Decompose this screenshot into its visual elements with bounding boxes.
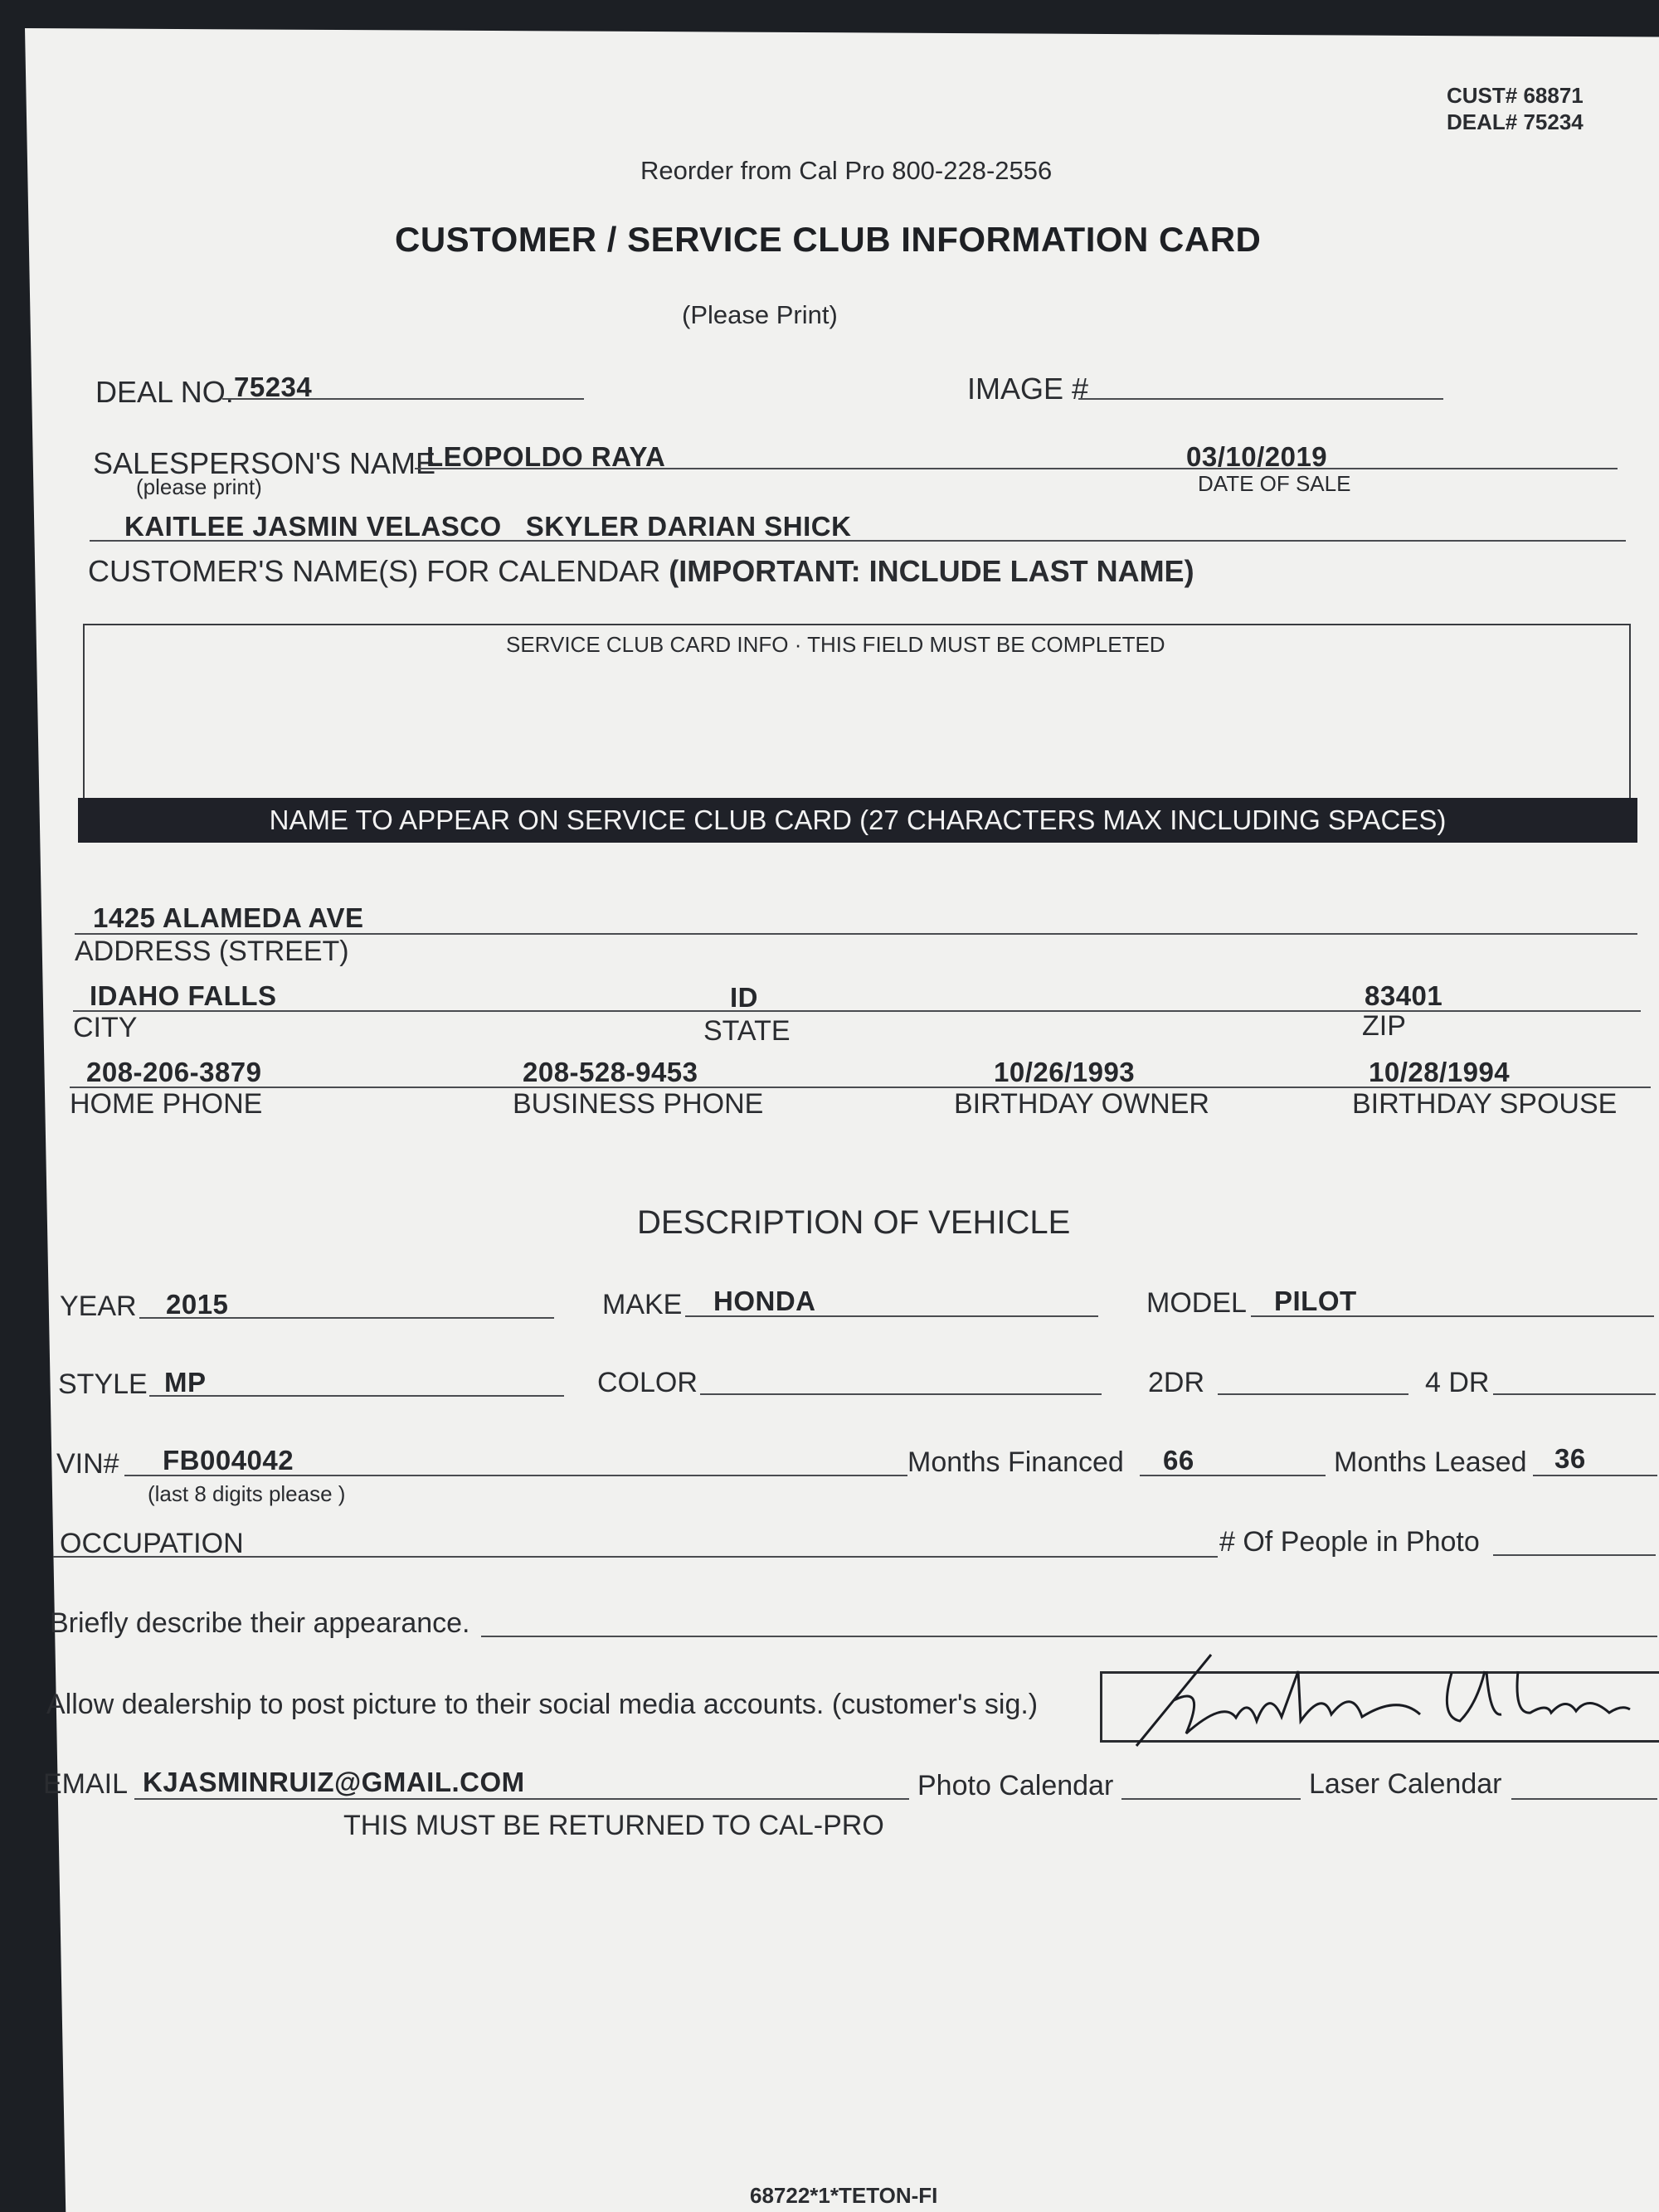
model-value[interactable]: PILOT: [1274, 1286, 1357, 1316]
vin-sub-label: (last 8 digits please ): [148, 1481, 346, 1506]
return-note: THIS MUST BE RETURNED TO CAL-PRO: [343, 1810, 884, 1841]
vehicle-heading: DESCRIPTION OF VEHICLE: [637, 1204, 1071, 1241]
birthday-spouse-value[interactable]: 10/28/1994: [1369, 1057, 1511, 1087]
birthday-owner-label: BIRTHDAY OWNER: [954, 1088, 1209, 1120]
make-value[interactable]: HONDA: [713, 1286, 816, 1316]
color-label: COLOR: [597, 1367, 698, 1398]
zip-label: ZIP: [1362, 1010, 1406, 1042]
make-label: MAKE: [602, 1289, 683, 1320]
vin-value[interactable]: FB004042: [163, 1445, 294, 1475]
year-label: YEAR: [60, 1291, 137, 1322]
people-in-photo-label: # Of People in Photo: [1219, 1526, 1480, 1558]
laser-calendar-line[interactable]: [1511, 1798, 1657, 1800]
model-label: MODEL: [1146, 1287, 1247, 1319]
appearance-label: Briefly describe their appearance.: [50, 1607, 470, 1639]
service-club-name-bar: NAME TO APPEAR ON SERVICE CLUB CARD (27 CHARACTERS MAX INCLUDING SPACES): [78, 798, 1637, 843]
months-leased-label: Months Leased: [1334, 1446, 1527, 1478]
zip-value[interactable]: 83401: [1365, 980, 1443, 1011]
months-financed-value[interactable]: 66: [1163, 1445, 1194, 1475]
style-line: [149, 1395, 564, 1397]
deal-number: DEAL# 75234: [1447, 109, 1584, 134]
style-value[interactable]: MP: [164, 1367, 207, 1398]
email-value[interactable]: KJASMINRUIZ@GMAIL.COM: [143, 1767, 525, 1797]
customer-names-value[interactable]: KAITLEE JASMIN VELASCO SKYLER DARIAN SHICK: [124, 511, 852, 542]
image-label: IMAGE #: [967, 372, 1089, 406]
birthday-spouse-label: BIRTHDAY SPOUSE: [1352, 1088, 1618, 1120]
please-print-note: (Please Print): [682, 300, 838, 329]
months-leased-line: [1533, 1475, 1657, 1476]
footer-code: 68722*1*TETON-FI: [750, 2183, 938, 2208]
street-label: ADDRESS (STREET): [75, 936, 349, 967]
date-of-sale-label: DATE OF SALE: [1198, 471, 1351, 496]
appearance-line[interactable]: [481, 1636, 1657, 1637]
salesperson-value[interactable]: LEOPOLDO RAYA: [426, 441, 666, 472]
two-door-label: 2DR: [1148, 1367, 1205, 1398]
social-media-label: Allow dealership to post picture to their social media accounts. (customer's sig.): [46, 1689, 1039, 1720]
people-in-photo-line[interactable]: [1493, 1554, 1656, 1556]
street-value[interactable]: 1425 ALAMEDA AVE: [93, 902, 364, 933]
salesperson-label: SALESPERSON'S NAME: [93, 446, 435, 480]
customer-names-label-prefix: CUSTOMER'S NAME(S) FOR CALENDAR: [88, 554, 669, 588]
photo-calendar-label: Photo Calendar: [917, 1770, 1114, 1801]
four-door-label: 4 DR: [1425, 1367, 1490, 1398]
city-value[interactable]: IDAHO FALLS: [90, 980, 277, 1011]
photo-calendar-line[interactable]: [1121, 1798, 1301, 1800]
customer-names-label: [88, 554, 1194, 589]
city-label: CITY: [73, 1012, 138, 1043]
months-financed-label: Months Financed: [907, 1446, 1124, 1478]
home-phone-value[interactable]: 208-206-3879: [86, 1057, 262, 1087]
customer-names-important: (IMPORTANT: INCLUDE LAST NAME): [669, 554, 1194, 588]
image-line: [1078, 398, 1443, 400]
state-value[interactable]: ID: [730, 982, 758, 1013]
form-title: CUSTOMER / SERVICE CLUB INFORMATION CARD: [395, 220, 1262, 259]
deal-no-value[interactable]: 75234: [234, 372, 313, 402]
birthday-owner-value[interactable]: 10/26/1993: [994, 1057, 1136, 1087]
reorder-note: Reorder from Cal Pro 800-228-2556: [640, 156, 1053, 185]
service-club-box-label: SERVICE CLUB CARD INFO · THIS FIELD MUST BE COMPLETED: [506, 632, 1165, 657]
year-value[interactable]: 2015: [166, 1289, 229, 1320]
state-label: STATE: [703, 1015, 791, 1047]
occupation-line[interactable]: [53, 1556, 1218, 1558]
occupation-label: OCCUPATION: [60, 1528, 244, 1559]
customer-signature: [1112, 1638, 1659, 1762]
months-leased-value[interactable]: 36: [1554, 1443, 1586, 1474]
deal-no-label: DEAL NO.: [95, 375, 234, 409]
business-phone-value[interactable]: 208-528-9453: [523, 1057, 698, 1087]
email-label: EMAIL: [43, 1768, 129, 1800]
street-line: [75, 933, 1637, 935]
home-phone-label: HOME PHONE: [70, 1088, 263, 1120]
style-label: STYLE: [58, 1369, 148, 1400]
email-line: [134, 1798, 909, 1800]
vin-label: VIN#: [56, 1448, 119, 1480]
four-door-line[interactable]: [1493, 1393, 1656, 1395]
business-phone-label: BUSINESS PHONE: [513, 1088, 764, 1120]
two-door-line[interactable]: [1218, 1393, 1408, 1395]
color-line: [700, 1393, 1102, 1395]
cust-number: CUST# 68871: [1447, 83, 1584, 108]
salesperson-sub-label: (please print): [136, 474, 262, 499]
laser-calendar-label: Laser Calendar: [1309, 1768, 1502, 1800]
date-of-sale-value[interactable]: 03/10/2019: [1186, 441, 1328, 472]
